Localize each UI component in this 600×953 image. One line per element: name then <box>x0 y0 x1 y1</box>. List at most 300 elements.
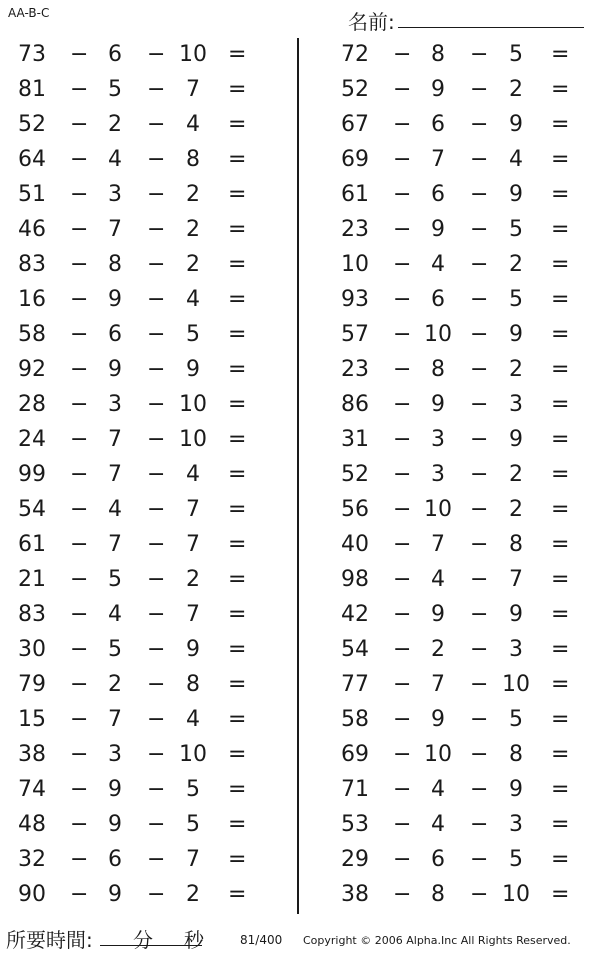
subtrahend-2: 8 <box>509 742 523 767</box>
subtrahend-1: 3 <box>108 392 122 417</box>
problem-row <box>0 598 275 633</box>
subtrahend-1: 7 <box>431 672 445 697</box>
subtrahend-2: 5 <box>509 707 523 732</box>
subtrahend-2: 2 <box>186 882 200 907</box>
problem-row <box>323 493 598 528</box>
problem-row <box>323 773 598 808</box>
worksheet-code: AA-B-C <box>8 6 50 20</box>
minuend: 51 <box>18 182 46 207</box>
equals-sign: = <box>228 497 247 522</box>
minus-sign: − <box>393 217 412 242</box>
minus-sign: − <box>393 882 412 907</box>
minuend: 81 <box>18 77 46 102</box>
subtrahend-2: 2 <box>186 217 200 242</box>
problem-row <box>0 248 275 283</box>
problem-row <box>0 493 275 528</box>
minus-sign: − <box>470 252 489 277</box>
subtrahend-2: 4 <box>509 147 523 172</box>
problem-row <box>323 738 598 773</box>
minuend: 58 <box>18 322 46 347</box>
equals-sign: = <box>228 182 247 207</box>
subtrahend-1: 9 <box>431 77 445 102</box>
minus-sign: − <box>70 882 89 907</box>
problem-row <box>0 633 275 668</box>
equals-sign: = <box>551 357 570 382</box>
minus-sign: − <box>470 357 489 382</box>
minus-sign: − <box>147 497 166 522</box>
minus-sign: − <box>70 707 89 732</box>
minutes-label: 分 <box>133 928 153 952</box>
problem-row <box>0 388 275 423</box>
subtrahend-2: 3 <box>509 392 523 417</box>
subtrahend-1: 10 <box>424 742 452 767</box>
subtrahend-2: 5 <box>186 322 200 347</box>
minus-sign: − <box>470 707 489 732</box>
equals-sign: = <box>551 812 570 837</box>
problem-row <box>0 353 275 388</box>
minus-sign: − <box>147 777 166 802</box>
minuend: 38 <box>341 882 369 907</box>
problem-row <box>323 563 598 598</box>
subtrahend-2: 9 <box>509 182 523 207</box>
subtrahend-1: 6 <box>431 847 445 872</box>
subtrahend-2: 10 <box>502 672 530 697</box>
problem-row <box>0 703 275 738</box>
equals-sign: = <box>551 462 570 487</box>
equals-sign: = <box>228 847 247 872</box>
equals-sign: = <box>551 532 570 557</box>
subtrahend-1: 4 <box>108 602 122 627</box>
subtrahend-1: 8 <box>431 882 445 907</box>
minus-sign: − <box>147 812 166 837</box>
minuend: 57 <box>341 322 369 347</box>
problem-row <box>323 843 598 878</box>
equals-sign: = <box>551 567 570 592</box>
problem-row <box>0 843 275 878</box>
minus-sign: − <box>70 217 89 242</box>
problem-row <box>0 143 275 178</box>
minus-sign: − <box>70 77 89 102</box>
minus-sign: − <box>147 392 166 417</box>
equals-sign: = <box>551 392 570 417</box>
equals-sign: = <box>551 77 570 102</box>
equals-sign: = <box>228 567 247 592</box>
problem-row <box>323 178 598 213</box>
minuend: 73 <box>18 42 46 67</box>
subtrahend-2: 3 <box>509 637 523 662</box>
problem-row <box>0 668 275 703</box>
minus-sign: − <box>393 812 412 837</box>
subtrahend-2: 2 <box>509 77 523 102</box>
subtrahend-1: 9 <box>431 602 445 627</box>
minus-sign: − <box>147 532 166 557</box>
minus-sign: − <box>470 147 489 172</box>
minuend: 72 <box>341 42 369 67</box>
minuend: 10 <box>341 252 369 277</box>
equals-sign: = <box>551 182 570 207</box>
problem-row <box>323 458 598 493</box>
subtrahend-2: 9 <box>509 427 523 452</box>
minuend: 56 <box>341 497 369 522</box>
equals-sign: = <box>228 357 247 382</box>
minus-sign: − <box>470 637 489 662</box>
problem-row <box>0 38 275 73</box>
minus-sign: − <box>70 392 89 417</box>
minus-sign: − <box>147 602 166 627</box>
minus-sign: − <box>393 42 412 67</box>
subtrahend-2: 9 <box>509 112 523 137</box>
subtrahend-1: 7 <box>431 532 445 557</box>
problem-row <box>323 808 598 843</box>
minus-sign: − <box>393 287 412 312</box>
subtrahend-1: 5 <box>108 637 122 662</box>
problem-row <box>0 773 275 808</box>
equals-sign: = <box>551 147 570 172</box>
subtrahend-2: 4 <box>186 462 200 487</box>
subtrahend-1: 4 <box>431 567 445 592</box>
minus-sign: − <box>147 252 166 277</box>
subtrahend-2: 2 <box>186 567 200 592</box>
minus-sign: − <box>470 777 489 802</box>
subtrahend-1: 8 <box>431 42 445 67</box>
subtrahend-2: 7 <box>509 567 523 592</box>
minus-sign: − <box>147 112 166 137</box>
subtrahend-1: 7 <box>108 427 122 452</box>
minuend: 67 <box>341 112 369 137</box>
minuend: 86 <box>341 392 369 417</box>
minus-sign: − <box>470 182 489 207</box>
equals-sign: = <box>228 882 247 907</box>
equals-sign: = <box>228 672 247 697</box>
problem-row <box>0 458 275 493</box>
minus-sign: − <box>393 567 412 592</box>
minuend: 58 <box>341 707 369 732</box>
minus-sign: − <box>470 287 489 312</box>
subtrahend-1: 4 <box>108 497 122 522</box>
minus-sign: − <box>393 637 412 662</box>
minuend: 64 <box>18 147 46 172</box>
minus-sign: − <box>147 182 166 207</box>
minus-sign: − <box>147 847 166 872</box>
equals-sign: = <box>228 217 247 242</box>
subtrahend-2: 7 <box>186 532 200 557</box>
minus-sign: − <box>147 462 166 487</box>
minus-sign: − <box>70 147 89 172</box>
subtrahend-2: 2 <box>509 252 523 277</box>
subtrahend-1: 6 <box>431 112 445 137</box>
subtrahend-1: 8 <box>431 357 445 382</box>
subtrahend-1: 7 <box>108 217 122 242</box>
subtrahend-2: 5 <box>509 42 523 67</box>
equals-sign: = <box>228 392 247 417</box>
problem-row <box>323 73 598 108</box>
problem-row <box>0 213 275 248</box>
subtrahend-1: 3 <box>431 427 445 452</box>
subtrahend-2: 7 <box>186 847 200 872</box>
minus-sign: − <box>147 672 166 697</box>
subtrahend-1: 5 <box>108 77 122 102</box>
minuend: 48 <box>18 812 46 837</box>
minuend: 42 <box>341 602 369 627</box>
problem-row <box>0 528 275 563</box>
name-blank-line[interactable] <box>398 27 584 28</box>
equals-sign: = <box>551 252 570 277</box>
minus-sign: − <box>393 112 412 137</box>
minus-sign: − <box>70 777 89 802</box>
minuend: 24 <box>18 427 46 452</box>
minus-sign: − <box>147 357 166 382</box>
minus-sign: − <box>470 882 489 907</box>
minuend: 74 <box>18 777 46 802</box>
equals-sign: = <box>228 322 247 347</box>
minus-sign: − <box>470 812 489 837</box>
subtrahend-1: 9 <box>108 357 122 382</box>
minus-sign: − <box>393 777 412 802</box>
problem-row <box>323 423 598 458</box>
minus-sign: − <box>393 707 412 732</box>
minus-sign: − <box>70 847 89 872</box>
subtrahend-1: 9 <box>431 217 445 242</box>
minuend: 52 <box>18 112 46 137</box>
minus-sign: − <box>70 567 89 592</box>
subtrahend-1: 6 <box>431 182 445 207</box>
equals-sign: = <box>228 112 247 137</box>
problem-row <box>323 598 598 633</box>
equals-sign: = <box>551 322 570 347</box>
equals-sign: = <box>228 42 247 67</box>
subtrahend-1: 7 <box>108 462 122 487</box>
minuend: 15 <box>18 707 46 732</box>
problem-row <box>323 38 598 73</box>
minus-sign: − <box>70 742 89 767</box>
subtrahend-2: 7 <box>186 602 200 627</box>
subtrahend-1: 3 <box>431 462 445 487</box>
equals-sign: = <box>228 602 247 627</box>
equals-sign: = <box>551 742 570 767</box>
minus-sign: − <box>147 742 166 767</box>
minus-sign: − <box>470 602 489 627</box>
subtrahend-2: 5 <box>186 777 200 802</box>
minus-sign: − <box>70 357 89 382</box>
equals-sign: = <box>228 77 247 102</box>
problem-row <box>323 878 598 913</box>
minuend: 54 <box>341 637 369 662</box>
minus-sign: − <box>393 147 412 172</box>
equals-sign: = <box>228 707 247 732</box>
minuend: 30 <box>18 637 46 662</box>
subtrahend-2: 9 <box>509 602 523 627</box>
minus-sign: − <box>470 427 489 452</box>
subtrahend-1: 2 <box>108 672 122 697</box>
minus-sign: − <box>393 252 412 277</box>
subtrahend-2: 7 <box>186 497 200 522</box>
minuend: 40 <box>341 532 369 557</box>
problem-row <box>0 73 275 108</box>
minuend: 83 <box>18 252 46 277</box>
minuend: 38 <box>18 742 46 767</box>
equals-sign: = <box>228 777 247 802</box>
problem-row <box>0 808 275 843</box>
equals-sign: = <box>551 882 570 907</box>
equals-sign: = <box>551 42 570 67</box>
equals-sign: = <box>551 637 570 662</box>
problem-row <box>0 423 275 458</box>
minus-sign: − <box>470 112 489 137</box>
minuend: 21 <box>18 567 46 592</box>
minus-sign: − <box>147 707 166 732</box>
problem-row <box>323 318 598 353</box>
minus-sign: − <box>70 497 89 522</box>
equals-sign: = <box>228 812 247 837</box>
equals-sign: = <box>228 742 247 767</box>
minus-sign: − <box>393 182 412 207</box>
problem-row <box>0 283 275 318</box>
minus-sign: − <box>393 462 412 487</box>
minus-sign: − <box>147 637 166 662</box>
minus-sign: − <box>70 427 89 452</box>
problem-row <box>0 563 275 598</box>
subtrahend-2: 5 <box>186 812 200 837</box>
equals-sign: = <box>551 672 570 697</box>
time-taken-label: 所要時間: <box>6 928 93 952</box>
subtrahend-1: 7 <box>431 147 445 172</box>
subtrahend-2: 8 <box>186 147 200 172</box>
minus-sign: − <box>470 847 489 872</box>
problem-row <box>323 528 598 563</box>
subtrahend-1: 4 <box>431 812 445 837</box>
subtrahend-2: 5 <box>509 847 523 872</box>
equals-sign: = <box>551 847 570 872</box>
subtrahend-1: 6 <box>431 287 445 312</box>
problem-row <box>323 248 598 283</box>
minuend: 99 <box>18 462 46 487</box>
minuend: 52 <box>341 462 369 487</box>
minuend: 31 <box>341 427 369 452</box>
subtrahend-2: 8 <box>186 672 200 697</box>
minus-sign: − <box>393 602 412 627</box>
subtrahend-1: 9 <box>431 707 445 732</box>
equals-sign: = <box>228 532 247 557</box>
subtrahend-1: 5 <box>108 567 122 592</box>
minus-sign: − <box>393 672 412 697</box>
minuend: 90 <box>18 882 46 907</box>
problem-row <box>0 318 275 353</box>
minuend: 29 <box>341 847 369 872</box>
subtrahend-1: 6 <box>108 847 122 872</box>
subtrahend-1: 3 <box>108 182 122 207</box>
minus-sign: − <box>470 322 489 347</box>
minus-sign: − <box>470 217 489 242</box>
minus-sign: − <box>70 532 89 557</box>
minuend: 92 <box>18 357 46 382</box>
minus-sign: − <box>470 462 489 487</box>
minus-sign: − <box>470 42 489 67</box>
subtrahend-2: 7 <box>186 77 200 102</box>
equals-sign: = <box>551 427 570 452</box>
subtrahend-1: 10 <box>424 322 452 347</box>
subtrahend-1: 7 <box>108 532 122 557</box>
subtrahend-2: 10 <box>179 742 207 767</box>
minus-sign: − <box>70 287 89 312</box>
minus-sign: − <box>70 602 89 627</box>
subtrahend-2: 10 <box>179 42 207 67</box>
subtrahend-2: 9 <box>509 322 523 347</box>
problem-row <box>0 878 275 913</box>
minus-sign: − <box>393 427 412 452</box>
minuend: 69 <box>341 742 369 767</box>
subtrahend-2: 3 <box>509 812 523 837</box>
minus-sign: − <box>147 567 166 592</box>
minuend: 79 <box>18 672 46 697</box>
minus-sign: − <box>70 112 89 137</box>
problem-row <box>323 108 598 143</box>
minuend: 23 <box>341 217 369 242</box>
subtrahend-2: 8 <box>509 532 523 557</box>
problem-row <box>0 738 275 773</box>
problem-row <box>0 178 275 213</box>
subtrahend-1: 6 <box>108 42 122 67</box>
subtrahend-1: 4 <box>108 147 122 172</box>
minuend: 98 <box>341 567 369 592</box>
subtrahend-2: 9 <box>509 777 523 802</box>
equals-sign: = <box>228 147 247 172</box>
equals-sign: = <box>228 637 247 662</box>
minuend: 83 <box>18 602 46 627</box>
minus-sign: − <box>70 462 89 487</box>
copyright-notice: Copyright © 2006 Alpha.Inc All Rights Reserved. <box>303 934 571 947</box>
left-problem-column <box>0 38 275 913</box>
problem-row <box>323 703 598 738</box>
minus-sign: − <box>470 392 489 417</box>
minus-sign: − <box>147 287 166 312</box>
subtrahend-2: 10 <box>502 882 530 907</box>
minus-sign: − <box>470 532 489 557</box>
minuend: 93 <box>341 287 369 312</box>
subtrahend-2: 10 <box>179 427 207 452</box>
equals-sign: = <box>551 707 570 732</box>
minus-sign: − <box>70 672 89 697</box>
minuend: 71 <box>341 777 369 802</box>
minus-sign: − <box>470 672 489 697</box>
subtrahend-2: 9 <box>186 357 200 382</box>
problem-row <box>323 633 598 668</box>
name-label: 名前: <box>348 10 395 34</box>
subtrahend-2: 2 <box>509 462 523 487</box>
subtrahend-2: 2 <box>509 357 523 382</box>
problem-row <box>0 108 275 143</box>
minus-sign: − <box>470 742 489 767</box>
subtrahend-2: 2 <box>509 497 523 522</box>
minus-sign: − <box>147 147 166 172</box>
minuend: 32 <box>18 847 46 872</box>
minus-sign: − <box>393 392 412 417</box>
minus-sign: − <box>393 532 412 557</box>
subtrahend-2: 5 <box>509 287 523 312</box>
minus-sign: − <box>147 77 166 102</box>
minus-sign: − <box>470 77 489 102</box>
column-divider <box>297 38 299 914</box>
minus-sign: − <box>70 42 89 67</box>
problem-row <box>323 353 598 388</box>
minus-sign: − <box>147 322 166 347</box>
minus-sign: − <box>70 637 89 662</box>
subtrahend-1: 10 <box>424 497 452 522</box>
minus-sign: − <box>393 742 412 767</box>
minus-sign: − <box>470 567 489 592</box>
equals-sign: = <box>228 427 247 452</box>
equals-sign: = <box>228 462 247 487</box>
subtrahend-2: 2 <box>186 182 200 207</box>
